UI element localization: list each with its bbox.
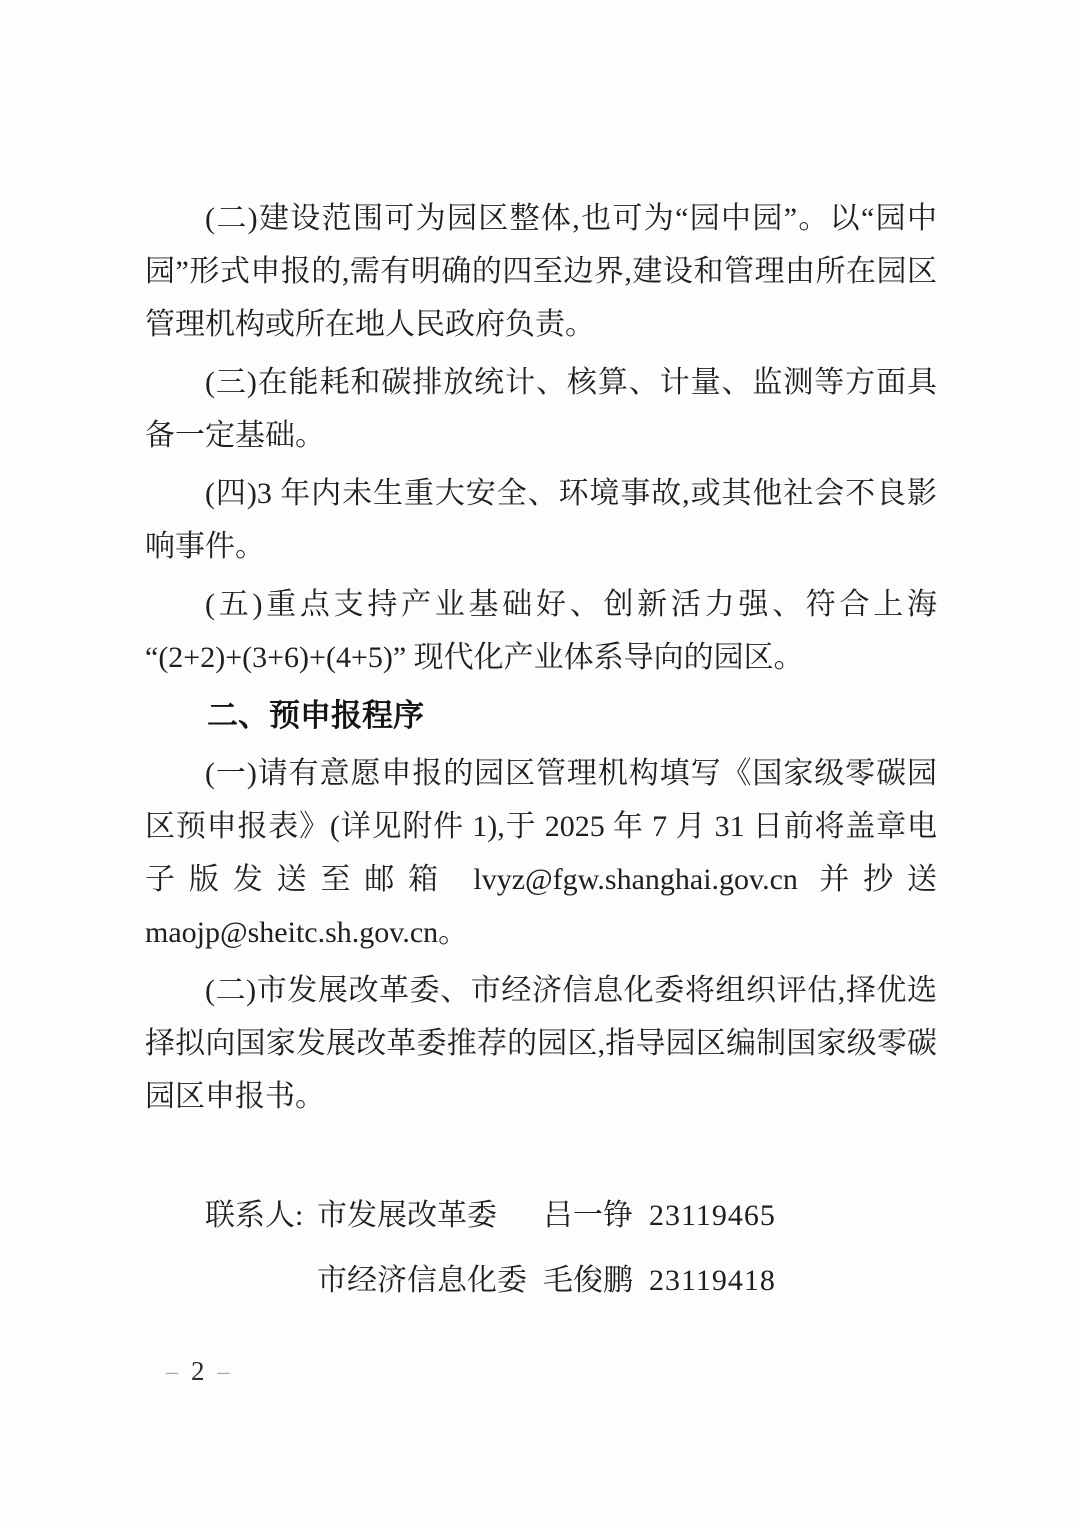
contact-block (145, 1183, 937, 1313)
page-number-value: 2 (191, 1356, 205, 1386)
paragraph-condition-2: (二)建设范围可为园区整体,也可为“园中园”。以“园中园”形式申报的,需有明确的四至边界,建设和管理由所在园区管理机构或所在地人民政府负责。 (145, 202, 937, 341)
document-body (145, 192, 937, 1313)
page-number-dash-left: – (166, 1358, 178, 1385)
page-number (166, 1356, 230, 1387)
contact-name: 吕一铮 (543, 1199, 633, 1232)
contact-row (145, 1183, 937, 1248)
contact-org: 市经济信息化委 (317, 1264, 527, 1297)
contact-name: 毛俊鹏 (543, 1264, 633, 1297)
paragraph-condition-3: (三)在能耗和碳排放统计、核算、计量、监测等方面具备一定基础。 (145, 366, 937, 452)
contact-label: 联系人: (205, 1199, 304, 1232)
paragraph-condition-4: (四)3 年内未生重大安全、环境事故,或其他社会不良影响事件。 (145, 477, 937, 563)
paragraph-procedure-1: (一)请有意愿申报的园区管理机构填写《国家级零碳园区预申报表》(详见附件 1),于 2025 年 7 月 31 日前将盖章电子版发送至邮箱 lvyz@fgw.shanghai.gov.cn 并抄送 maojp@sheitc.sh.gov.cn。 (145, 757, 937, 949)
contact-row (145, 1248, 937, 1313)
contact-phone: 23119465 (649, 1199, 776, 1232)
section-heading-pre-application: 二、预申报程序 (207, 698, 424, 733)
contact-org: 市发展改革委 (317, 1199, 497, 1232)
paragraph-condition-5: (五)重点支持产业基础好、创新活力强、符合上海“(2+2)+(3+6)+(4+5)” 现代化产业体系导向的园区。 (145, 588, 937, 674)
contact-phone: 23119418 (649, 1264, 776, 1297)
page-number-dash-right: – (217, 1358, 230, 1385)
paragraph-procedure-2: (二)市发展改革委、市经济信息化委将组织评估,择优选择拟向国家发展改革委推荐的园区,指导园区编制国家级零碳园区申报书。 (145, 974, 937, 1113)
